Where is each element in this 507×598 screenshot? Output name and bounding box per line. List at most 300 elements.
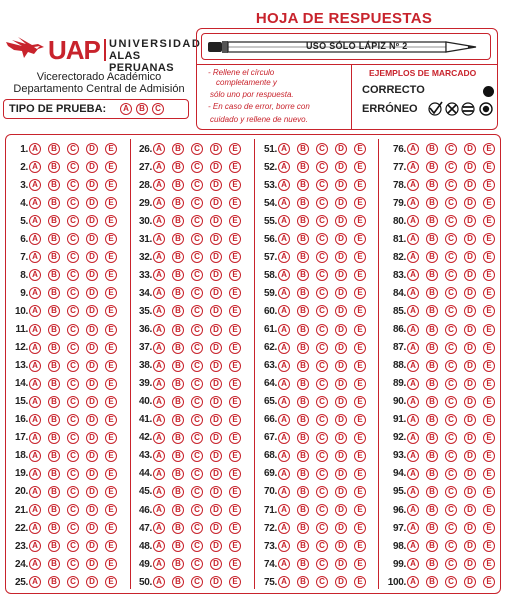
answer-bubble-c[interactable]: C — [191, 450, 203, 462]
answer-bubble-a[interactable]: A — [407, 468, 419, 480]
answer-bubble-c[interactable]: C — [445, 179, 457, 191]
answer-bubble-b[interactable]: B — [48, 324, 60, 336]
answer-bubble-a[interactable]: A — [29, 522, 41, 534]
test-type-bubble-b[interactable]: B — [136, 103, 148, 115]
answer-bubble-c[interactable]: C — [191, 342, 203, 354]
answer-bubble-e[interactable]: E — [483, 324, 495, 336]
answer-bubble-e[interactable]: E — [229, 287, 241, 299]
answer-bubble-e[interactable]: E — [105, 233, 117, 245]
answer-bubble-e[interactable]: E — [229, 233, 241, 245]
answer-bubble-d[interactable]: D — [464, 161, 476, 173]
answer-bubble-b[interactable]: B — [426, 360, 438, 372]
answer-bubble-d[interactable]: D — [210, 143, 222, 155]
answer-bubble-c[interactable]: C — [316, 287, 328, 299]
answer-bubble-e[interactable]: E — [105, 558, 117, 570]
answer-bubble-c[interactable]: C — [191, 233, 203, 245]
answer-bubble-c[interactable]: C — [445, 143, 457, 155]
answer-bubble-b[interactable]: B — [297, 468, 309, 480]
answer-bubble-e[interactable]: E — [483, 161, 495, 173]
answer-bubble-a[interactable]: A — [407, 143, 419, 155]
answer-bubble-c[interactable]: C — [67, 143, 79, 155]
answer-bubble-e[interactable]: E — [105, 269, 117, 281]
answer-bubble-d[interactable]: D — [464, 540, 476, 552]
answer-bubble-a[interactable]: A — [29, 432, 41, 444]
answer-bubble-d[interactable]: D — [210, 486, 222, 498]
answer-bubble-d[interactable]: D — [464, 360, 476, 372]
answer-bubble-e[interactable]: E — [105, 197, 117, 209]
answer-bubble-a[interactable]: A — [153, 233, 165, 245]
answer-bubble-b[interactable]: B — [297, 251, 309, 263]
answer-bubble-e[interactable]: E — [354, 558, 366, 570]
answer-bubble-b[interactable]: B — [426, 179, 438, 191]
answer-bubble-d[interactable]: D — [86, 251, 98, 263]
answer-bubble-b[interactable]: B — [48, 468, 60, 480]
answer-bubble-e[interactable]: E — [105, 414, 117, 426]
answer-bubble-c[interactable]: C — [445, 558, 457, 570]
answer-bubble-a[interactable]: A — [153, 342, 165, 354]
answer-bubble-e[interactable]: E — [229, 540, 241, 552]
answer-bubble-a[interactable]: A — [153, 305, 165, 317]
answer-bubble-b[interactable]: B — [172, 305, 184, 317]
answer-bubble-c[interactable]: C — [67, 179, 79, 191]
answer-bubble-e[interactable]: E — [229, 360, 241, 372]
answer-bubble-a[interactable]: A — [153, 414, 165, 426]
answer-bubble-b[interactable]: B — [48, 558, 60, 570]
answer-bubble-b[interactable]: B — [172, 360, 184, 372]
answer-bubble-d[interactable]: D — [86, 305, 98, 317]
answer-bubble-c[interactable]: C — [191, 360, 203, 372]
answer-bubble-e[interactable]: E — [483, 558, 495, 570]
answer-bubble-c[interactable]: C — [316, 432, 328, 444]
answer-bubble-e[interactable]: E — [105, 540, 117, 552]
answer-bubble-a[interactable]: A — [407, 540, 419, 552]
answer-bubble-c[interactable]: C — [191, 378, 203, 390]
answer-bubble-e[interactable]: E — [354, 432, 366, 444]
answer-bubble-b[interactable]: B — [297, 143, 309, 155]
answer-bubble-c[interactable]: C — [191, 269, 203, 281]
answer-bubble-d[interactable]: D — [464, 396, 476, 408]
answer-bubble-e[interactable]: E — [354, 450, 366, 462]
answer-bubble-d[interactable]: D — [335, 324, 347, 336]
answer-bubble-b[interactable]: B — [426, 414, 438, 426]
answer-bubble-a[interactable]: A — [29, 576, 41, 588]
answer-bubble-c[interactable]: C — [316, 504, 328, 516]
answer-bubble-c[interactable]: C — [191, 576, 203, 588]
answer-bubble-d[interactable]: D — [210, 305, 222, 317]
answer-bubble-a[interactable]: A — [153, 215, 165, 227]
answer-bubble-a[interactable]: A — [278, 396, 290, 408]
answer-bubble-d[interactable]: D — [335, 540, 347, 552]
answer-bubble-b[interactable]: B — [297, 215, 309, 227]
answer-bubble-a[interactable]: A — [278, 215, 290, 227]
answer-bubble-e[interactable]: E — [105, 504, 117, 516]
answer-bubble-d[interactable]: D — [210, 396, 222, 408]
answer-bubble-e[interactable]: E — [105, 305, 117, 317]
answer-bubble-c[interactable]: C — [191, 396, 203, 408]
answer-bubble-b[interactable]: B — [426, 378, 438, 390]
answer-bubble-c[interactable]: C — [445, 251, 457, 263]
answer-bubble-a[interactable]: A — [278, 414, 290, 426]
answer-bubble-a[interactable]: A — [407, 197, 419, 209]
answer-bubble-d[interactable]: D — [464, 269, 476, 281]
answer-bubble-e[interactable]: E — [483, 143, 495, 155]
answer-bubble-b[interactable]: B — [297, 540, 309, 552]
answer-bubble-e[interactable]: E — [229, 396, 241, 408]
answer-bubble-d[interactable]: D — [335, 342, 347, 354]
answer-bubble-c[interactable]: C — [445, 215, 457, 227]
answer-bubble-c[interactable]: C — [316, 540, 328, 552]
answer-bubble-a[interactable]: A — [278, 378, 290, 390]
answer-bubble-e[interactable]: E — [105, 179, 117, 191]
answer-bubble-e[interactable]: E — [483, 504, 495, 516]
answer-bubble-e[interactable]: E — [483, 576, 495, 588]
answer-bubble-d[interactable]: D — [464, 450, 476, 462]
answer-bubble-d[interactable]: D — [464, 468, 476, 480]
answer-bubble-b[interactable]: B — [297, 324, 309, 336]
answer-bubble-a[interactable]: A — [153, 378, 165, 390]
answer-bubble-e[interactable]: E — [229, 450, 241, 462]
answer-bubble-a[interactable]: A — [29, 396, 41, 408]
answer-bubble-a[interactable]: A — [153, 251, 165, 263]
answer-bubble-a[interactable]: A — [407, 324, 419, 336]
answer-bubble-a[interactable]: A — [407, 215, 419, 227]
answer-bubble-c[interactable]: C — [191, 179, 203, 191]
answer-bubble-b[interactable]: B — [172, 558, 184, 570]
answer-bubble-c[interactable]: C — [67, 522, 79, 534]
answer-bubble-d[interactable]: D — [86, 414, 98, 426]
answer-bubble-b[interactable]: B — [297, 161, 309, 173]
answer-bubble-c[interactable]: C — [445, 576, 457, 588]
answer-bubble-e[interactable]: E — [354, 468, 366, 480]
answer-bubble-b[interactable]: B — [426, 269, 438, 281]
answer-bubble-c[interactable]: C — [67, 504, 79, 516]
answer-bubble-a[interactable]: A — [29, 233, 41, 245]
answer-bubble-b[interactable]: B — [48, 287, 60, 299]
answer-bubble-a[interactable]: A — [407, 450, 419, 462]
answer-bubble-a[interactable]: A — [153, 450, 165, 462]
answer-bubble-e[interactable]: E — [105, 432, 117, 444]
answer-bubble-d[interactable]: D — [210, 233, 222, 245]
answer-bubble-e[interactable]: E — [105, 287, 117, 299]
answer-bubble-b[interactable]: B — [426, 143, 438, 155]
answer-bubble-e[interactable]: E — [483, 342, 495, 354]
answer-bubble-d[interactable]: D — [335, 305, 347, 317]
answer-bubble-d[interactable]: D — [335, 197, 347, 209]
answer-bubble-a[interactable]: A — [29, 215, 41, 227]
answer-bubble-a[interactable]: A — [278, 305, 290, 317]
answer-bubble-a[interactable]: A — [153, 504, 165, 516]
answer-bubble-a[interactable]: A — [29, 197, 41, 209]
answer-bubble-b[interactable]: B — [48, 360, 60, 372]
answer-bubble-e[interactable]: E — [229, 414, 241, 426]
answer-bubble-a[interactable]: A — [29, 143, 41, 155]
answer-bubble-a[interactable]: A — [29, 414, 41, 426]
answer-bubble-e[interactable]: E — [354, 269, 366, 281]
answer-bubble-a[interactable]: A — [278, 558, 290, 570]
answer-bubble-b[interactable]: B — [48, 251, 60, 263]
answer-bubble-d[interactable]: D — [210, 540, 222, 552]
answer-bubble-b[interactable]: B — [172, 486, 184, 498]
answer-bubble-c[interactable]: C — [316, 414, 328, 426]
answer-bubble-c[interactable]: C — [445, 414, 457, 426]
answer-bubble-b[interactable]: B — [48, 179, 60, 191]
answer-bubble-c[interactable]: C — [191, 468, 203, 480]
answer-bubble-b[interactable]: B — [297, 233, 309, 245]
answer-bubble-d[interactable]: D — [86, 522, 98, 534]
answer-bubble-b[interactable]: B — [172, 504, 184, 516]
answer-bubble-b[interactable]: B — [48, 540, 60, 552]
answer-bubble-e[interactable]: E — [483, 197, 495, 209]
answer-bubble-d[interactable]: D — [210, 161, 222, 173]
answer-bubble-d[interactable]: D — [86, 396, 98, 408]
answer-bubble-c[interactable]: C — [445, 504, 457, 516]
answer-bubble-a[interactable]: A — [278, 504, 290, 516]
answer-bubble-b[interactable]: B — [48, 432, 60, 444]
answer-bubble-b[interactable]: B — [48, 522, 60, 534]
answer-bubble-d[interactable]: D — [210, 342, 222, 354]
answer-bubble-a[interactable]: A — [407, 161, 419, 173]
answer-bubble-d[interactable]: D — [210, 522, 222, 534]
answer-bubble-b[interactable]: B — [172, 324, 184, 336]
answer-bubble-c[interactable]: C — [316, 360, 328, 372]
answer-bubble-a[interactable]: A — [29, 558, 41, 570]
answer-bubble-c[interactable]: C — [67, 251, 79, 263]
answer-bubble-a[interactable]: A — [407, 305, 419, 317]
answer-bubble-b[interactable]: B — [297, 522, 309, 534]
answer-bubble-e[interactable]: E — [229, 143, 241, 155]
answer-bubble-d[interactable]: D — [86, 324, 98, 336]
answer-bubble-a[interactable]: A — [153, 324, 165, 336]
answer-bubble-e[interactable]: E — [354, 215, 366, 227]
answer-bubble-c[interactable]: C — [191, 486, 203, 498]
answer-bubble-c[interactable]: C — [316, 396, 328, 408]
answer-bubble-a[interactable]: A — [278, 161, 290, 173]
answer-bubble-c[interactable]: C — [445, 287, 457, 299]
answer-bubble-b[interactable]: B — [297, 450, 309, 462]
answer-bubble-d[interactable]: D — [464, 305, 476, 317]
answer-bubble-b[interactable]: B — [426, 450, 438, 462]
answer-bubble-a[interactable]: A — [407, 432, 419, 444]
answer-bubble-d[interactable]: D — [86, 450, 98, 462]
answer-bubble-d[interactable]: D — [210, 576, 222, 588]
answer-bubble-e[interactable]: E — [229, 522, 241, 534]
answer-bubble-c[interactable]: C — [67, 305, 79, 317]
answer-bubble-a[interactable]: A — [278, 468, 290, 480]
answer-bubble-c[interactable]: C — [67, 378, 79, 390]
answer-bubble-e[interactable]: E — [229, 215, 241, 227]
answer-bubble-e[interactable]: E — [354, 342, 366, 354]
answer-bubble-b[interactable]: B — [48, 414, 60, 426]
answer-bubble-d[interactable]: D — [335, 522, 347, 534]
answer-bubble-c[interactable]: C — [67, 161, 79, 173]
answer-bubble-c[interactable]: C — [316, 161, 328, 173]
answer-bubble-c[interactable]: C — [316, 197, 328, 209]
answer-bubble-e[interactable]: E — [354, 287, 366, 299]
answer-bubble-a[interactable]: A — [153, 197, 165, 209]
answer-bubble-a[interactable]: A — [153, 522, 165, 534]
answer-bubble-b[interactable]: B — [48, 342, 60, 354]
answer-bubble-e[interactable]: E — [354, 540, 366, 552]
answer-bubble-e[interactable]: E — [354, 576, 366, 588]
answer-bubble-b[interactable]: B — [426, 342, 438, 354]
answer-bubble-b[interactable]: B — [172, 287, 184, 299]
answer-bubble-b[interactable]: B — [172, 161, 184, 173]
answer-bubble-d[interactable]: D — [210, 378, 222, 390]
answer-bubble-d[interactable]: D — [464, 414, 476, 426]
answer-bubble-a[interactable]: A — [278, 576, 290, 588]
answer-bubble-e[interactable]: E — [483, 378, 495, 390]
answer-bubble-c[interactable]: C — [67, 215, 79, 227]
answer-bubble-c[interactable]: C — [67, 233, 79, 245]
answer-bubble-d[interactable]: D — [210, 450, 222, 462]
answer-bubble-a[interactable]: A — [278, 143, 290, 155]
answer-bubble-e[interactable]: E — [483, 233, 495, 245]
answer-bubble-a[interactable]: A — [278, 233, 290, 245]
answer-bubble-d[interactable]: D — [464, 558, 476, 570]
answer-bubble-a[interactable]: A — [278, 179, 290, 191]
answer-bubble-b[interactable]: B — [297, 342, 309, 354]
answer-bubble-d[interactable]: D — [464, 179, 476, 191]
answer-bubble-a[interactable]: A — [407, 179, 419, 191]
answer-bubble-a[interactable]: A — [153, 558, 165, 570]
answer-bubble-b[interactable]: B — [48, 233, 60, 245]
answer-bubble-a[interactable]: A — [153, 486, 165, 498]
answer-bubble-a[interactable]: A — [278, 432, 290, 444]
answer-bubble-c[interactable]: C — [67, 360, 79, 372]
answer-bubble-b[interactable]: B — [426, 468, 438, 480]
answer-bubble-c[interactable]: C — [316, 269, 328, 281]
answer-bubble-d[interactable]: D — [86, 215, 98, 227]
answer-bubble-c[interactable]: C — [191, 197, 203, 209]
answer-bubble-d[interactable]: D — [464, 504, 476, 516]
answer-bubble-c[interactable]: C — [445, 269, 457, 281]
answer-bubble-b[interactable]: B — [297, 269, 309, 281]
answer-bubble-b[interactable]: B — [48, 215, 60, 227]
answer-bubble-d[interactable]: D — [335, 360, 347, 372]
answer-bubble-a[interactable]: A — [29, 486, 41, 498]
answer-bubble-c[interactable]: C — [316, 468, 328, 480]
answer-bubble-b[interactable]: B — [297, 396, 309, 408]
answer-bubble-a[interactable]: A — [407, 251, 419, 263]
answer-bubble-e[interactable]: E — [483, 468, 495, 480]
answer-bubble-a[interactable]: A — [153, 161, 165, 173]
answer-bubble-d[interactable]: D — [335, 143, 347, 155]
answer-bubble-c[interactable]: C — [445, 468, 457, 480]
answer-bubble-c[interactable]: C — [316, 558, 328, 570]
answer-bubble-b[interactable]: B — [172, 378, 184, 390]
answer-bubble-b[interactable]: B — [48, 378, 60, 390]
answer-bubble-b[interactable]: B — [48, 197, 60, 209]
answer-bubble-c[interactable]: C — [445, 233, 457, 245]
answer-bubble-b[interactable]: B — [426, 432, 438, 444]
answer-bubble-e[interactable]: E — [229, 486, 241, 498]
answer-bubble-d[interactable]: D — [210, 558, 222, 570]
answer-bubble-d[interactable]: D — [86, 197, 98, 209]
answer-bubble-a[interactable]: A — [153, 468, 165, 480]
answer-bubble-d[interactable]: D — [335, 576, 347, 588]
answer-bubble-e[interactable]: E — [483, 522, 495, 534]
answer-bubble-c[interactable]: C — [316, 143, 328, 155]
answer-bubble-e[interactable]: E — [483, 305, 495, 317]
answer-bubble-c[interactable]: C — [191, 324, 203, 336]
answer-bubble-c[interactable]: C — [445, 540, 457, 552]
answer-bubble-a[interactable]: A — [29, 342, 41, 354]
answer-bubble-d[interactable]: D — [464, 486, 476, 498]
answer-bubble-c[interactable]: C — [316, 486, 328, 498]
answer-bubble-b[interactable]: B — [172, 197, 184, 209]
answer-bubble-d[interactable]: D — [464, 342, 476, 354]
answer-bubble-a[interactable]: A — [153, 396, 165, 408]
answer-bubble-e[interactable]: E — [354, 324, 366, 336]
test-type-bubble-c[interactable]: C — [152, 103, 164, 115]
answer-bubble-b[interactable]: B — [426, 396, 438, 408]
answer-bubble-d[interactable]: D — [210, 287, 222, 299]
answer-bubble-e[interactable]: E — [354, 305, 366, 317]
answer-bubble-b[interactable]: B — [172, 540, 184, 552]
answer-bubble-b[interactable]: B — [297, 414, 309, 426]
answer-bubble-d[interactable]: D — [464, 378, 476, 390]
answer-bubble-a[interactable]: A — [278, 450, 290, 462]
answer-bubble-d[interactable]: D — [464, 233, 476, 245]
answer-bubble-a[interactable]: A — [407, 360, 419, 372]
answer-bubble-a[interactable]: A — [407, 233, 419, 245]
answer-bubble-b[interactable]: B — [172, 468, 184, 480]
answer-bubble-e[interactable]: E — [105, 360, 117, 372]
answer-bubble-a[interactable]: A — [153, 179, 165, 191]
answer-bubble-c[interactable]: C — [67, 450, 79, 462]
answer-bubble-a[interactable]: A — [29, 305, 41, 317]
answer-bubble-e[interactable]: E — [483, 414, 495, 426]
answer-bubble-e[interactable]: E — [354, 396, 366, 408]
answer-bubble-c[interactable]: C — [67, 540, 79, 552]
answer-bubble-c[interactable]: C — [445, 450, 457, 462]
answer-bubble-a[interactable]: A — [29, 269, 41, 281]
answer-bubble-e[interactable]: E — [354, 414, 366, 426]
answer-bubble-b[interactable]: B — [426, 576, 438, 588]
answer-bubble-b[interactable]: B — [172, 251, 184, 263]
answer-bubble-a[interactable]: A — [153, 540, 165, 552]
answer-bubble-c[interactable]: C — [67, 269, 79, 281]
answer-bubble-d[interactable]: D — [86, 540, 98, 552]
answer-bubble-a[interactable]: A — [153, 287, 165, 299]
answer-bubble-a[interactable]: A — [153, 269, 165, 281]
answer-bubble-d[interactable]: D — [464, 522, 476, 534]
answer-bubble-e[interactable]: E — [354, 522, 366, 534]
answer-bubble-d[interactable]: D — [210, 197, 222, 209]
answer-bubble-e[interactable]: E — [483, 432, 495, 444]
answer-bubble-e[interactable]: E — [229, 432, 241, 444]
answer-bubble-c[interactable]: C — [316, 522, 328, 534]
answer-bubble-d[interactable]: D — [335, 287, 347, 299]
answer-bubble-a[interactable]: A — [29, 251, 41, 263]
answer-bubble-e[interactable]: E — [229, 269, 241, 281]
answer-bubble-d[interactable]: D — [210, 468, 222, 480]
answer-bubble-a[interactable]: A — [278, 342, 290, 354]
answer-bubble-c[interactable]: C — [316, 233, 328, 245]
answer-bubble-a[interactable]: A — [407, 522, 419, 534]
answer-bubble-b[interactable]: B — [426, 324, 438, 336]
answer-bubble-c[interactable]: C — [316, 324, 328, 336]
answer-bubble-a[interactable]: A — [29, 360, 41, 372]
answer-bubble-a[interactable]: A — [407, 396, 419, 408]
answer-bubble-b[interactable]: B — [297, 360, 309, 372]
answer-bubble-a[interactable]: A — [278, 360, 290, 372]
answer-bubble-e[interactable]: E — [229, 197, 241, 209]
answer-bubble-e[interactable]: E — [483, 396, 495, 408]
answer-bubble-d[interactable]: D — [335, 251, 347, 263]
answer-bubble-a[interactable]: A — [29, 504, 41, 516]
answer-bubble-d[interactable]: D — [86, 342, 98, 354]
